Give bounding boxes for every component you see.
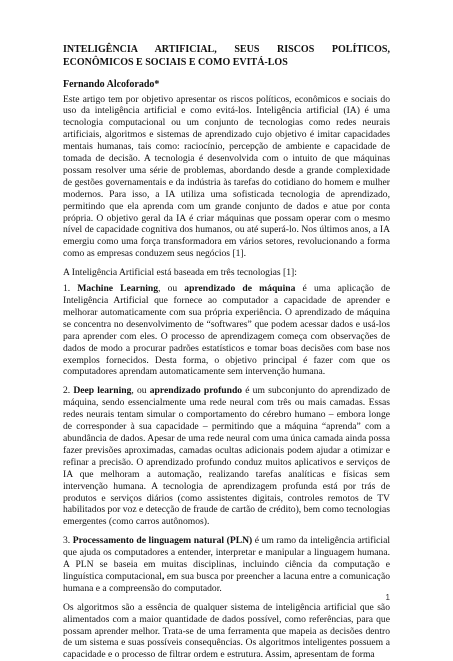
term-separator: , ou bbox=[158, 283, 185, 295]
item-number: 3. bbox=[63, 535, 71, 547]
term-aprendizado-de-maquina: aprendizado de máquina bbox=[184, 283, 296, 295]
deep-learning-paragraph bbox=[63, 385, 390, 528]
document-title: INTELIGÊNCIA ARTIFICIAL, SEUS RISCOS POLÍTICOS, ECONÔMICOS E SOCIAIS E COMO EVITÁ-LOS bbox=[63, 44, 390, 68]
pln-bold-comma: , bbox=[161, 570, 165, 582]
machine-learning-paragraph bbox=[63, 283, 390, 378]
item-number: 1. bbox=[63, 283, 71, 295]
term-machine-learning: Machine Learning bbox=[77, 283, 159, 295]
term-deep-learning: Deep learning bbox=[73, 385, 132, 397]
author-name: Fernando Alcoforado* bbox=[63, 79, 160, 90]
intro-paragraph: Este artigo tem por objetivo apresentar os riscos políticos, econômicos e sociais do uso da inteligência artificial e como evitá-los. Inteligência artificial (IA) é uma tecnologia computacional ou um conjunto de tecnologias como redes neurais artificiais, algoritmos e sistemas de aprendizado cujo objetivo é imitar capacidades mentais humanas, tais como: raciocínio, percepção de ambiente e capacidade de tomada de decisão. A tecnologia é desenvolvida com o intuito de que máquinas possam resolver uma série de problemas, abordando desde a grande complexidade de gestões governamentais e da indústria às tarefas do cotidiano do homem e mulher modernos. Para isso, a IA utiliza uma sofisticada tecnologia de aprendizado, permitindo que ela aprenda com um grande conjunto de dados e atue por conta própria. O objetivo geral da IA é criar máquinas que possam operar com o mesmo nível de capacidade cognitiva dos humanos, ou até superá-lo. Nos últimos anos, a IA emergiu como uma força transformadora em vários setores, revolucionando a forma como as empresas conduzem seus negócios [1]. bbox=[63, 93, 390, 260]
pln-paragraph bbox=[63, 535, 390, 595]
term-pln: Processamento de linguagem natural (PLN) bbox=[72, 535, 253, 547]
item-number: 2. bbox=[63, 385, 71, 397]
page-number: 1 bbox=[385, 593, 390, 602]
pln-text-1: é um ramo da inteligência artificial que ajuda os computadores a entender, interpretar e manipular a linguagem humana. A PLN se baseia em muitas disciplinas, incluindo ciência da computação e linguística computacional bbox=[63, 535, 390, 582]
machine-learning-text: é uma aplicação de Inteligência Artificial que fornece ao computador a capacidade de aprender e melhorar automaticamente com sua própria experiência. O aprendizado de máquina se concentra no desenvolvimento de “softwares” que podem acessar dados e usá-los para aprender com eles. O processo de aprendizagem começa com observações de dados de modo a procurar padrões estatísticos e tomar boas decisões com base nos exemplos fornecidos. Desta forma, o objetivo principal é fazer com que os computadores aprendam automaticamente sem intervenção humana. bbox=[63, 283, 390, 378]
pln-text-2: em sua busca por preencher a lacuna entre a comunicação humana e a compreensão do computador. bbox=[63, 570, 390, 594]
term-aprendizado-profundo: aprendizado profundo bbox=[149, 385, 243, 397]
deep-learning-text: é um subconjunto do aprendizado de máquina, sendo essencialmente uma rede neural com três ou mais camadas. Essas redes neurais tentam simular o comportamento do cérebro humano – embora longe de corresponder à sua capacidade – permitindo que a máquina “aprenda” com a abundância de dados. Apesar de uma rede neural com uma única camada ainda possa fazer previsões aproximadas, camadas ocultas adicionais podem ajudar a otimizar e refinar a precisão. O aprendizado profundo conduz muitos aplicativos e serviços de IA que melhoram a automação, realizando tarefas analíticas e físicas sem intervenção humana. A tecnologia de aprendizagem profunda está por trás de produtos e serviços diários (como assistentes digitais, controles remotos de TV habilitados por voz e detecção de fraude de cartão de crédito), bem como tecnologias emergentes (como carros autônomos). bbox=[63, 385, 390, 528]
algorithms-paragraph: Os algoritmos são a essência de qualquer sistema de inteligência artificial que são alimentados com a maior quantidade de dados possível, como referências, para que possam aprender melhor. Trata-se de uma ferramenta que mapeia as decisões dentro de um sistema e suas possíveis consequências. Os algoritmos inteligentes possuem a capacidade e o processo de filtrar ordem e estrutura. Assim, apresentam de forma bbox=[63, 601, 390, 661]
term-separator: , ou bbox=[131, 385, 150, 397]
tech-intro-paragraph: A Inteligência Artificial está baseada em três tecnologias [1]: bbox=[63, 267, 297, 279]
